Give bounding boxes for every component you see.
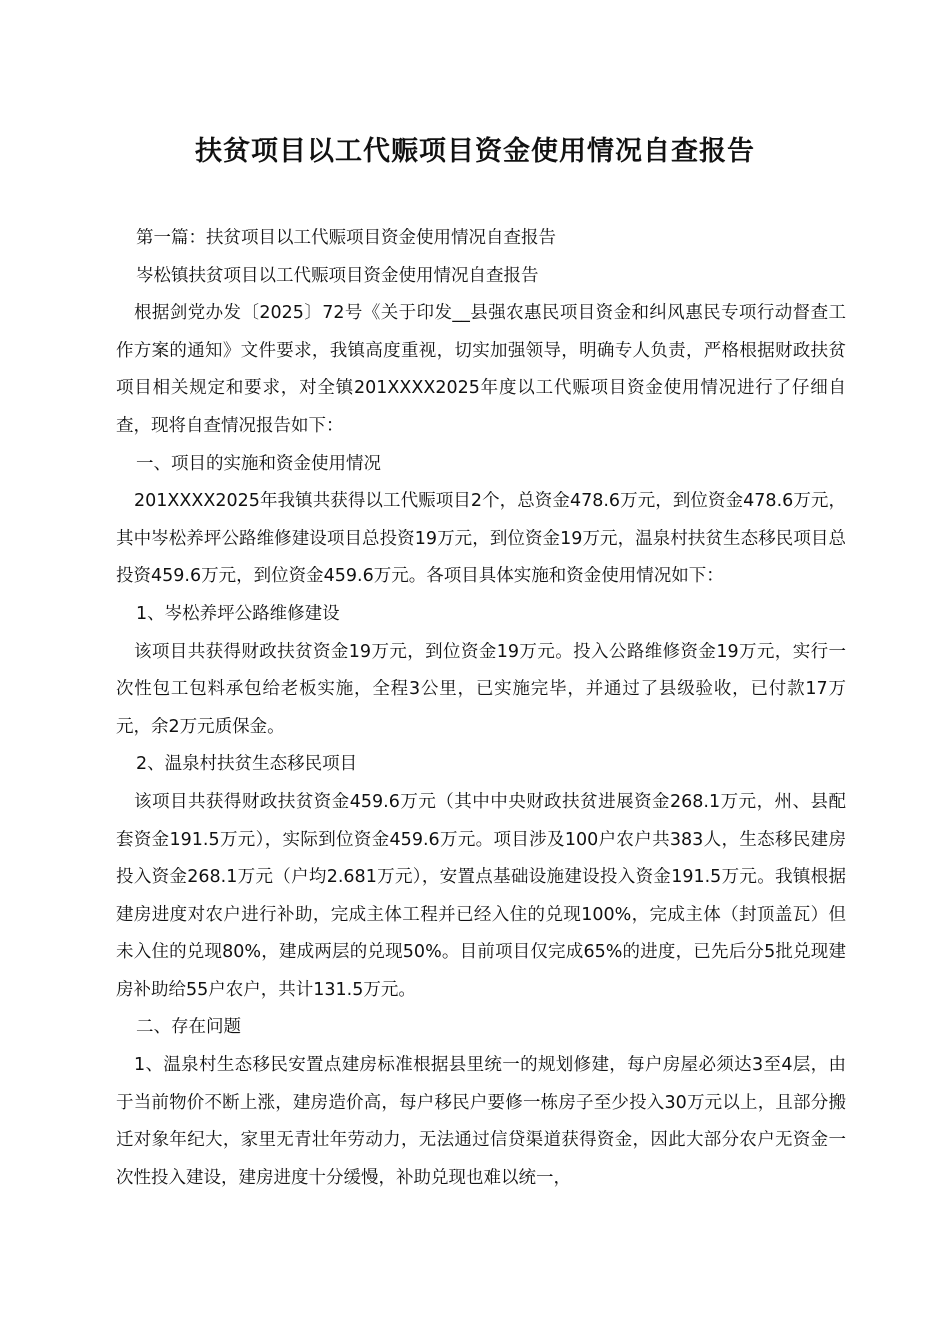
subsection-heading-road-repair: 1、岑松养坪公路维修建设 (136, 603, 340, 624)
paragraph-relocation: 该项目共获得财政扶贫资金459.6万元（其中中央财政扶贫进展资金268.1万元，州、县配套资金191.5万元），实际到位资金459.6万元。项目涉及100户农户共383人，生态移民建房投入资金268.1万元（户均2.681万元），安置点基础设施建设投入资金191.5万元。我镇根据建房进度对农户进行补助，完成主体工程并已经入住的兑现100%，完成主体（封顶盖瓦）但未入住的兑现80%，建成两层的兑现50%。目前项目仅完成65%的进度，已先后分5批兑现建房补助给55户农户，共计131.5万元。 (116, 791, 846, 1000)
paragraph-funding-overview: 201XXXX2025年我镇共获得以工代赈项目2个，总资金478.6万元，到位资金478.6万元，其中岑松养坪公路维修建设项目总投资19万元，到位资金19万元，温泉村扶贫生态移民项目总投资459.6万元，到位资金459.6万元。各项目具体实施和资金使用情况如下： (116, 491, 846, 587)
paragraph-report-subtitle: 岑松镇扶贫项目以工代赈项目资金使用情况自查报告 (136, 265, 539, 286)
paragraph-introduction: 根据剑党办发〔2025〕72号《关于印发__县强农惠民项目资金和纠风惠民专项行动督查工作方案的通知》文件要求，我镇高度重视，切实加强领导，明确专人负责，严格根据财政扶贫项目相关规定和要求，对全镇201XXXX2025年度以工代赈项目资金使用情况进行了仔细自查，现将自查情况报告如下： (116, 303, 846, 436)
paragraph-road-repair: 该项目共获得财政扶贫资金19万元，到位资金19万元。投入公路维修资金19万元，实行一次性包工包料承包给老板实施，全程3公里，已实施完毕，并通过了县级验收，已付款17万元，余2万元质保金。 (116, 641, 846, 737)
section-heading-implementation: 一、项目的实施和资金使用情况 (136, 453, 381, 474)
subsection-heading-relocation: 2、温泉村扶贫生态移民项目 (136, 754, 358, 775)
document-title: 扶贫项目以工代赈项目资金使用情况自查报告 (195, 136, 755, 167)
paragraph-problem-one: 1、温泉村生态移民安置点建房标准根据县里统一的规划修建，每户房屋必须达3至4层，由于当前物价不断上涨，建房造价高，每户移民户要修一栋房子至少投入30万元以上，且部分搬迁对象年纪大，家里无青壮年劳动力，无法通过信贷渠道获得资金，因此大部分农户无资金一次性投入建设，建房进度十分缓慢，补助兑现也难以统一， (116, 1055, 846, 1188)
paragraph-heading-part-one: 第一篇：扶贫项目以工代赈项目资金使用情况自查报告 (136, 228, 556, 248)
section-heading-problems: 二、存在问题 (136, 1017, 241, 1038)
document-body (116, 220, 846, 1197)
